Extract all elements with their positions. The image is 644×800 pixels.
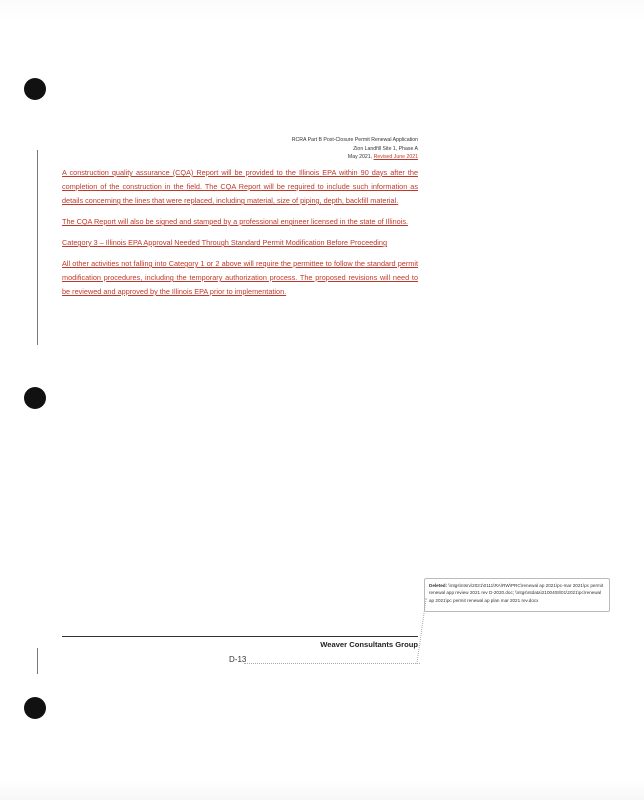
paragraph-category-3-heading: Category 3 – Illinois EPA Approval Needed Through Standard Permit Modification Before Proceeding	[62, 238, 388, 247]
paragraph-other-activities: All other activities not falling into Category 1 or 2 above will require the permittee to follow the standard permit modification procedures, including the temporary authorization process. The proposed revisions will need to be reviewed and approved by the Illinois EPA prior to implementation.	[62, 259, 418, 296]
footer-rule	[62, 636, 418, 637]
comment-connector-line	[416, 598, 427, 664]
header-revised-date: Revised June 2021	[373, 154, 418, 160]
footer-company: Weaver Consultants Group	[320, 640, 418, 649]
page-number: D-13	[229, 655, 247, 664]
punch-hole-bottom	[24, 697, 46, 719]
comment-text: \\ntgs\ntsrv\2021\0111\RA\RW\PRC\renewal ap 2021\pc-mar 2021\pc permit renewal app review 2021 rev D-2020.doc; \\ntgs\ntdata\2100408\01\2021\pc\renewal ap 2021\pc permit renewal ap plan mar 2021 rev.docx	[429, 583, 604, 603]
punch-hole-top	[24, 78, 46, 100]
body-content	[62, 166, 418, 306]
scan-bleed-top	[0, 0, 644, 22]
paragraph-cqa-signed: The CQA Report will also be signed and stamped by a professional engineer licensed in the state of Illinois.	[62, 217, 408, 226]
revision-change-bar-footer	[37, 648, 38, 674]
header-site: Zion Landfill Site 1, Phase A	[353, 145, 418, 152]
document-header	[292, 136, 418, 162]
scan-bleed-bottom	[0, 780, 644, 800]
paragraph-cqa-report: A construction quality assurance (CQA) Report will be provided to the Illinois EPA within 90 days after the completion of the construction in the field. The CQA Report will be required to include such information as details concerning the lines that were replaced, including material, size of piping, depth, backfill material.	[62, 168, 418, 205]
revision-change-bar	[37, 150, 38, 345]
header-date-text: May 2021,	[347, 154, 373, 160]
tracked-change-comment[interactable]	[424, 578, 610, 612]
footer-dotted-line	[244, 663, 420, 664]
comment-label: Deleted:	[429, 583, 448, 588]
header-title: RCRA Part B Post-Closure Permit Renewal Application	[291, 137, 418, 143]
header-date	[292, 153, 418, 162]
punch-hole-middle	[24, 387, 46, 409]
